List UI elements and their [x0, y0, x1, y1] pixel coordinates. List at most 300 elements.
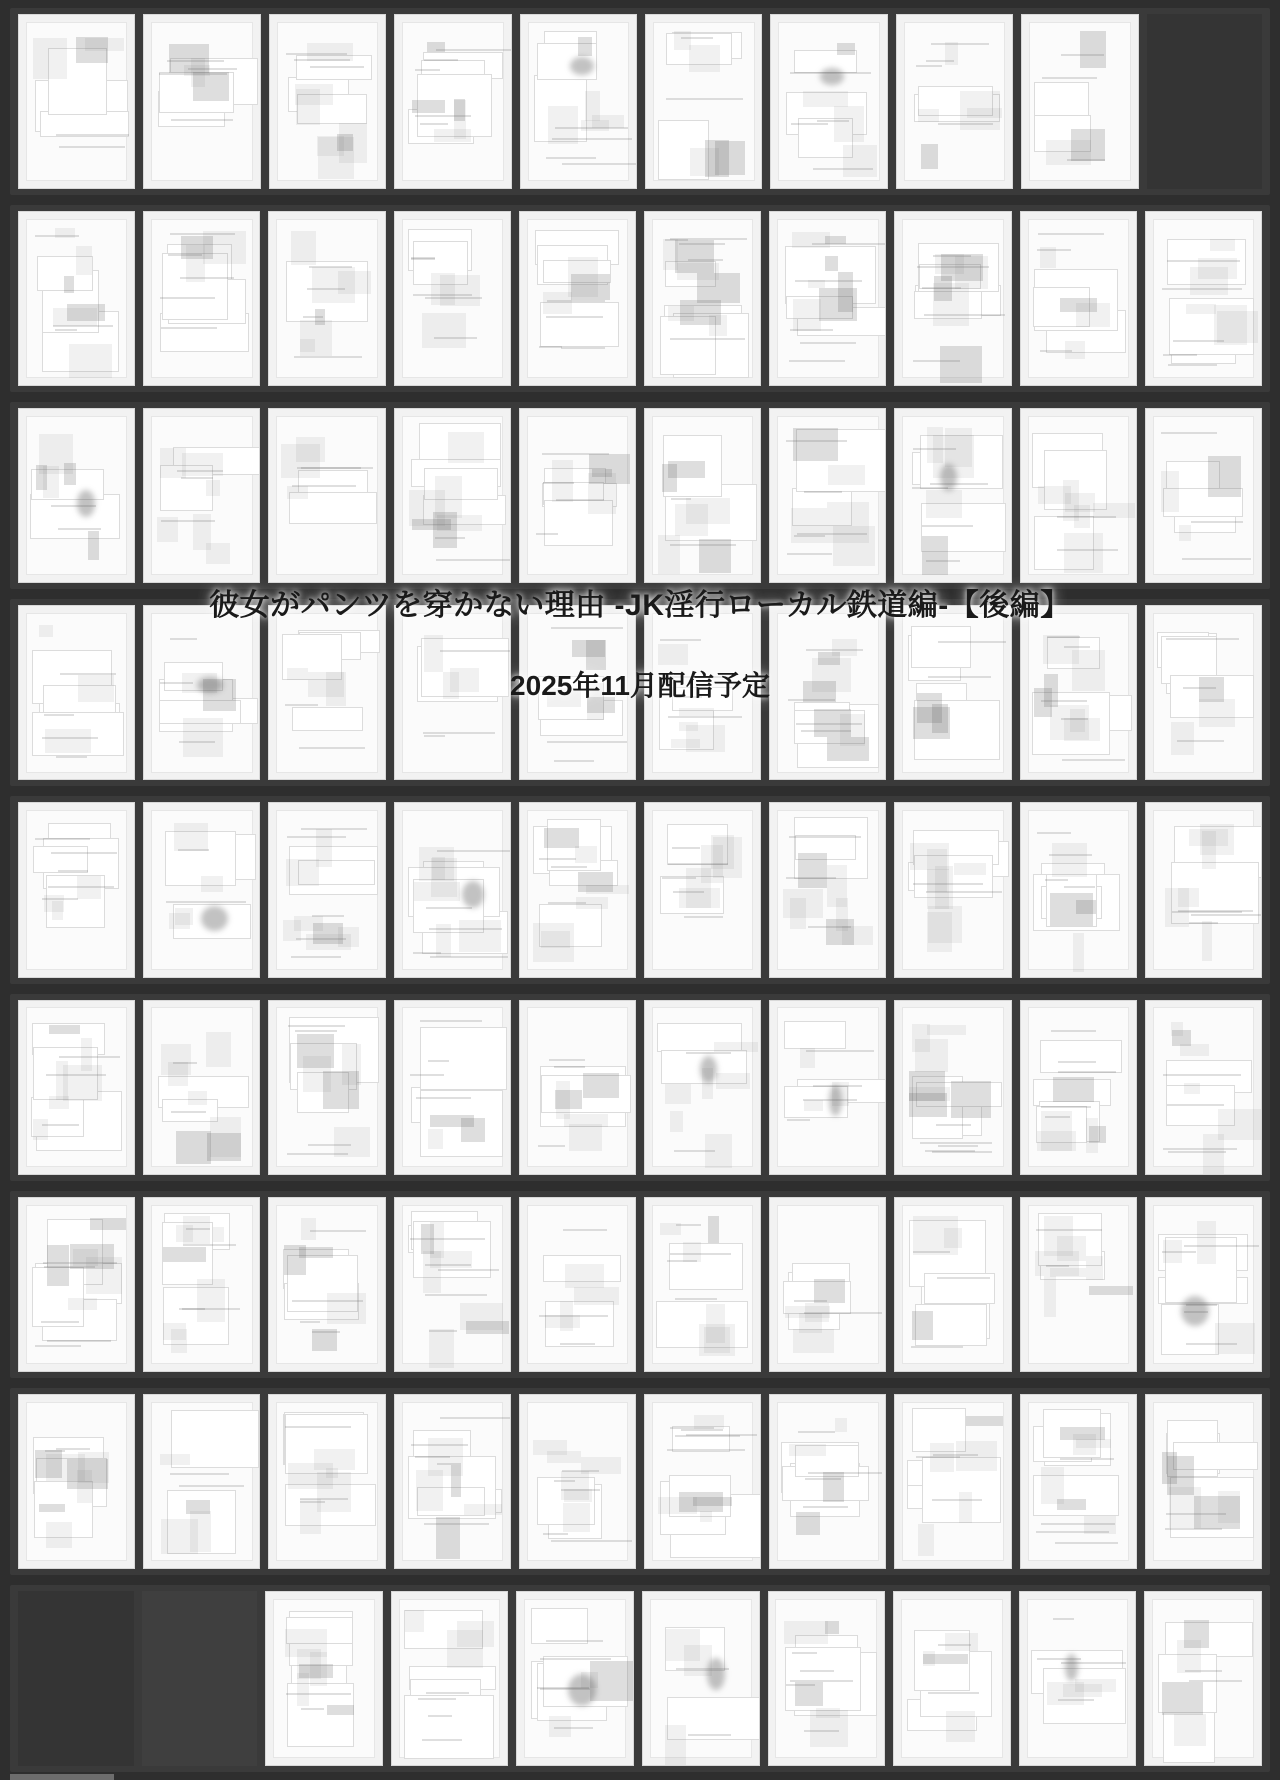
page-thumbnail[interactable] [391, 1591, 509, 1766]
page-thumbnail[interactable] [644, 802, 761, 977]
page-surface [902, 613, 1003, 772]
screentone-area [88, 531, 99, 560]
page-thumbnail[interactable] [1144, 1591, 1262, 1766]
page-thumbnail[interactable] [268, 1394, 385, 1569]
screentone-area [1169, 1487, 1201, 1528]
panel-box [531, 1608, 588, 1643]
text-line [424, 735, 445, 737]
text-line [435, 537, 465, 539]
screentone-area [171, 1329, 187, 1352]
text-line [434, 337, 477, 339]
screentone-area [1034, 688, 1052, 717]
page-surface [151, 1402, 252, 1561]
text-line [542, 453, 609, 455]
screentone-area [49, 1025, 80, 1034]
screentone-area [338, 271, 370, 294]
page-thumbnail[interactable] [645, 14, 762, 189]
page-thumbnail[interactable] [143, 211, 260, 386]
page-surface [777, 613, 878, 772]
page-surface [902, 219, 1003, 378]
page-surface [402, 22, 504, 181]
text-line [422, 1739, 462, 1741]
text-line [303, 316, 323, 318]
text-line [790, 1680, 853, 1682]
screentone-area [197, 1279, 225, 1322]
text-line [1046, 1265, 1069, 1267]
text-line [41, 1321, 80, 1323]
screentone-area [440, 275, 480, 305]
screentone-area [715, 141, 745, 175]
page-thumbnail[interactable] [394, 14, 511, 189]
screentone-area [301, 1218, 316, 1240]
text-line [938, 1145, 977, 1147]
text-line [1064, 646, 1090, 648]
text-line [797, 533, 867, 535]
page-surface [1153, 1007, 1254, 1166]
page-thumbnail[interactable] [896, 14, 1013, 189]
text-line [787, 553, 831, 555]
text-line [1167, 1104, 1224, 1106]
page-thumbnail[interactable] [394, 1394, 511, 1569]
screentone-area [658, 644, 688, 666]
page-surface [652, 416, 753, 575]
page-thumbnail[interactable] [18, 802, 135, 977]
screentone-area [790, 898, 806, 929]
text-line [930, 483, 988, 485]
text-line [800, 1670, 834, 1672]
page-surface [276, 810, 377, 969]
text-line [170, 1473, 229, 1475]
text-line [1037, 832, 1071, 834]
text-line [926, 560, 960, 562]
screentone-area [183, 718, 223, 757]
text-line [1167, 260, 1240, 262]
text-line [806, 1050, 873, 1052]
text-line [58, 528, 101, 530]
screentone-area [85, 38, 124, 51]
text-line [310, 1230, 365, 1232]
screentone-area [1199, 699, 1235, 727]
page-thumbnail[interactable] [894, 1197, 1011, 1372]
ink-blot [568, 1674, 596, 1706]
thumbnail-row [10, 1585, 1270, 1772]
text-line [1165, 1528, 1222, 1530]
page-thumbnail[interactable] [1020, 605, 1137, 780]
screentone-area [206, 1032, 231, 1067]
text-line [551, 866, 586, 868]
screentone-area [213, 1227, 224, 1242]
panel-box [420, 1027, 507, 1090]
page-thumbnail[interactable] [1019, 1591, 1137, 1766]
page-surface [652, 1007, 753, 1166]
page-thumbnail[interactable] [894, 605, 1011, 780]
page-thumbnail[interactable] [394, 802, 511, 977]
screentone-area [1076, 1439, 1111, 1448]
text-line [296, 938, 346, 940]
page-thumbnail[interactable] [269, 14, 386, 189]
text-line [684, 916, 723, 918]
page-thumbnail[interactable] [394, 211, 511, 386]
screentone-area [1086, 1256, 1104, 1279]
page-thumbnail[interactable] [894, 1000, 1011, 1175]
page-thumbnail[interactable] [644, 1197, 761, 1372]
page-thumbnail[interactable] [1020, 408, 1137, 583]
page-thumbnail[interactable] [894, 211, 1011, 386]
page-surface [26, 1007, 127, 1166]
screentone-area [78, 675, 114, 702]
text-line [1053, 1618, 1075, 1620]
screentone-area [1197, 1221, 1216, 1264]
screentone-area [563, 1503, 590, 1532]
text-line [171, 1111, 206, 1113]
page-surface [1028, 1205, 1129, 1364]
text-line [801, 730, 850, 732]
page-thumbnail[interactable] [770, 14, 887, 189]
text-line [430, 956, 508, 958]
screentone-area [572, 640, 605, 657]
thumbnail-row [10, 1388, 1270, 1575]
page-surface [151, 22, 253, 181]
text-line [35, 235, 79, 237]
text-line [42, 1124, 79, 1126]
empty-slot [18, 1591, 134, 1766]
page-surface [527, 1402, 628, 1561]
page-thumbnail[interactable] [519, 408, 636, 583]
page-surface [276, 613, 377, 772]
page-surface [902, 1205, 1003, 1364]
screentone-area [206, 480, 221, 496]
page-thumbnail[interactable] [894, 802, 1011, 977]
page-thumbnail[interactable] [1020, 802, 1137, 977]
page-thumbnail[interactable] [18, 408, 135, 583]
screentone-area [590, 1661, 634, 1701]
page-thumbnail[interactable] [769, 1394, 886, 1569]
screentone-area [45, 729, 91, 752]
text-line [286, 53, 347, 55]
ink-blot [700, 1056, 717, 1083]
page-surface [527, 416, 628, 575]
thumbnail-row [10, 994, 1270, 1181]
page-thumbnail[interactable] [893, 1591, 1011, 1766]
page-thumbnail[interactable] [143, 802, 260, 977]
page-surface [777, 416, 878, 575]
text-line [920, 1142, 991, 1144]
page-thumbnail[interactable] [519, 1197, 636, 1372]
screentone-area [823, 1472, 845, 1502]
screentone-area [1044, 1276, 1056, 1317]
page-thumbnail[interactable] [18, 14, 135, 189]
text-line [415, 1456, 450, 1458]
screentone-area [927, 427, 943, 463]
page-thumbnail[interactable] [1145, 605, 1262, 780]
screentone-area [585, 91, 600, 122]
page-thumbnail[interactable] [18, 1000, 135, 1175]
text-line [285, 1426, 351, 1428]
text-line [789, 836, 861, 838]
text-line [301, 1708, 324, 1710]
text-line [1168, 1151, 1226, 1153]
page-surface [26, 613, 127, 772]
thumbnail-row [10, 205, 1270, 392]
text-line [1041, 1523, 1115, 1525]
page-thumbnail[interactable] [769, 802, 886, 977]
text-line [913, 448, 956, 450]
page-thumbnail[interactable] [265, 1591, 383, 1766]
text-line [670, 1427, 715, 1429]
text-line [160, 682, 193, 684]
page-thumbnail[interactable] [769, 1197, 886, 1372]
text-line [1166, 1513, 1227, 1515]
page-thumbnail[interactable] [143, 1394, 260, 1569]
page-surface [1153, 1205, 1254, 1364]
page-thumbnail[interactable] [268, 1000, 385, 1175]
text-line [294, 356, 362, 358]
screentone-area [168, 1062, 188, 1085]
screentone-area [447, 1630, 482, 1667]
thumbnail-row [10, 402, 1270, 589]
text-line [667, 1260, 696, 1262]
page-thumbnail[interactable] [519, 211, 636, 386]
screentone-area [913, 1216, 958, 1256]
page-thumbnail[interactable] [143, 605, 260, 780]
page-thumbnail[interactable] [519, 605, 636, 780]
screentone-area [679, 722, 698, 731]
page-surface [901, 1599, 1003, 1758]
screentone-area [793, 1329, 834, 1353]
overlay-title: 彼女がパンツを穿かない理由 -JK淫行ローカル鉄道編-【後編】 [209, 589, 1071, 622]
page-surface [1153, 613, 1254, 772]
page-thumbnail[interactable] [1145, 1197, 1262, 1372]
screentone-area [443, 672, 459, 698]
text-line [410, 1238, 485, 1240]
text-line [539, 1315, 608, 1317]
screentone-area [46, 1522, 72, 1549]
page-thumbnail[interactable] [519, 802, 636, 977]
screentone-area [670, 1111, 683, 1131]
page-thumbnail[interactable] [1020, 211, 1137, 386]
screentone-area [940, 346, 982, 383]
page-thumbnail[interactable] [18, 211, 135, 386]
text-line [1173, 340, 1224, 342]
screentone-area [287, 486, 307, 499]
text-line [415, 69, 441, 71]
page-surface [1028, 1007, 1129, 1166]
page-surface [527, 1007, 628, 1166]
screentone-area [586, 885, 629, 894]
text-line [35, 838, 90, 840]
screentone-area [818, 652, 840, 664]
screentone-area [680, 300, 721, 325]
screentone-area [1086, 1118, 1098, 1153]
page-thumbnail[interactable] [1145, 1394, 1262, 1569]
screentone-area [414, 882, 460, 901]
screentone-area [430, 1115, 475, 1127]
text-line [300, 1321, 321, 1323]
screentone-area [432, 857, 446, 880]
page-surface [652, 810, 753, 969]
page-thumbnail[interactable] [644, 1000, 761, 1175]
text-line [916, 1456, 960, 1458]
page-thumbnail[interactable] [644, 605, 761, 780]
screentone-area [842, 926, 873, 945]
page-thumbnail[interactable] [1021, 14, 1138, 189]
page-thumbnail[interactable] [1145, 408, 1262, 583]
screentone-area [327, 1293, 366, 1324]
screentone-area [1203, 1134, 1224, 1174]
text-line [1163, 1148, 1237, 1150]
text-line [922, 287, 961, 289]
page-thumbnail[interactable] [894, 408, 1011, 583]
page-thumbnail[interactable] [394, 408, 511, 583]
text-line [792, 1652, 818, 1654]
text-line [552, 138, 632, 140]
page-thumbnail[interactable] [519, 1394, 636, 1569]
text-line [679, 243, 724, 245]
text-line [675, 1298, 717, 1300]
page-thumbnail[interactable] [1020, 1197, 1137, 1372]
page-surface [527, 1205, 628, 1364]
text-line [426, 907, 472, 909]
horizontal-scrollbar[interactable] [10, 1774, 114, 1780]
page-thumbnail[interactable] [769, 408, 886, 583]
page-thumbnail[interactable] [143, 14, 260, 189]
text-line [546, 157, 597, 159]
text-line [292, 485, 355, 487]
page-thumbnail[interactable] [769, 1000, 886, 1175]
page-thumbnail[interactable] [769, 605, 886, 780]
page-thumbnail[interactable] [268, 802, 385, 977]
screentone-area [587, 683, 604, 720]
page-thumbnail[interactable] [644, 211, 761, 386]
page-thumbnail[interactable] [268, 605, 385, 780]
page-thumbnail[interactable] [644, 408, 761, 583]
page-thumbnail[interactable] [394, 605, 511, 780]
page-thumbnail[interactable] [143, 1000, 260, 1175]
text-line [786, 1684, 815, 1686]
text-line [312, 1331, 340, 1333]
screentone-area [64, 276, 74, 293]
text-line [668, 863, 728, 865]
page-thumbnail[interactable] [769, 211, 886, 386]
page-surface [1152, 1599, 1254, 1758]
page-thumbnail[interactable] [18, 1394, 135, 1569]
screentone-area [163, 1247, 206, 1262]
page-thumbnail[interactable] [143, 1197, 260, 1372]
screentone-area [575, 846, 597, 862]
page-thumbnail[interactable] [268, 1197, 385, 1372]
text-line [182, 1308, 206, 1310]
text-line [546, 1640, 603, 1642]
page-thumbnail[interactable] [18, 1197, 135, 1372]
text-line [424, 59, 458, 61]
page-thumbnail[interactable] [516, 1591, 634, 1766]
page-thumbnail[interactable] [519, 1000, 636, 1175]
text-line [1186, 1343, 1237, 1345]
text-line [551, 1540, 632, 1542]
screentone-area [1215, 1323, 1255, 1354]
screentone-area [945, 1633, 979, 1651]
text-line [35, 1345, 81, 1347]
page-thumbnail[interactable] [268, 408, 385, 583]
text-line [436, 49, 511, 51]
screentone-area [552, 460, 573, 502]
screentone-area [796, 1512, 820, 1535]
page-thumbnail[interactable] [143, 408, 260, 583]
screentone-area [838, 272, 853, 311]
text-line [1038, 233, 1062, 235]
page-thumbnail[interactable] [1145, 211, 1262, 386]
page-thumbnail[interactable] [268, 211, 385, 386]
text-line [294, 59, 351, 61]
screentone-area [921, 144, 938, 168]
page-thumbnail[interactable] [1020, 1394, 1137, 1569]
screentone-area [1080, 31, 1106, 68]
screentone-area [1161, 471, 1178, 511]
page-thumbnail[interactable] [18, 605, 135, 780]
page-surface [402, 1007, 503, 1166]
thumbnail-row [10, 796, 1270, 983]
thumbnail-row [10, 599, 1270, 786]
text-line [312, 915, 344, 917]
screentone-area [64, 463, 76, 485]
page-thumbnail[interactable] [1145, 1000, 1262, 1175]
page-thumbnail[interactable] [1020, 1000, 1137, 1175]
page-thumbnail[interactable] [768, 1591, 886, 1766]
text-line [299, 747, 365, 749]
page-surface [402, 1205, 503, 1364]
screentone-area [207, 1133, 241, 1161]
page-surface [777, 810, 878, 969]
text-line [291, 956, 342, 958]
text-line [45, 1450, 66, 1452]
screentone-area [176, 1131, 211, 1164]
screentone-area [1208, 456, 1241, 497]
text-line [794, 535, 825, 537]
page-thumbnail[interactable] [394, 1000, 511, 1175]
page-surface [524, 1599, 626, 1758]
text-line [676, 1224, 701, 1226]
text-line [1041, 700, 1087, 702]
text-line [917, 266, 988, 268]
page-thumbnail[interactable] [520, 14, 637, 189]
screentone-area [300, 1499, 321, 1534]
screentone-area [533, 923, 575, 962]
text-line [805, 1478, 841, 1480]
page-surface [902, 1402, 1003, 1561]
page-thumbnail[interactable] [642, 1591, 760, 1766]
panel-box [669, 1243, 743, 1290]
screentone-area [793, 428, 838, 461]
text-line [179, 1485, 244, 1487]
page-thumbnail[interactable] [394, 1197, 511, 1372]
page-thumbnail[interactable] [894, 1394, 1011, 1569]
page-thumbnail[interactable] [1145, 802, 1262, 977]
text-line [188, 68, 238, 70]
page-surface [151, 1007, 252, 1166]
text-line [183, 1244, 236, 1246]
page-thumbnail[interactable] [644, 1394, 761, 1569]
screentone-area [814, 1279, 844, 1303]
screentone-area [160, 1454, 191, 1465]
text-line [416, 1097, 471, 1099]
text-line [1060, 1458, 1114, 1460]
text-line [1062, 233, 1104, 235]
text-line [804, 491, 842, 493]
screentone-area [922, 536, 948, 575]
screentone-area [583, 1073, 619, 1097]
text-line [817, 120, 849, 122]
page-surface [1153, 219, 1254, 378]
